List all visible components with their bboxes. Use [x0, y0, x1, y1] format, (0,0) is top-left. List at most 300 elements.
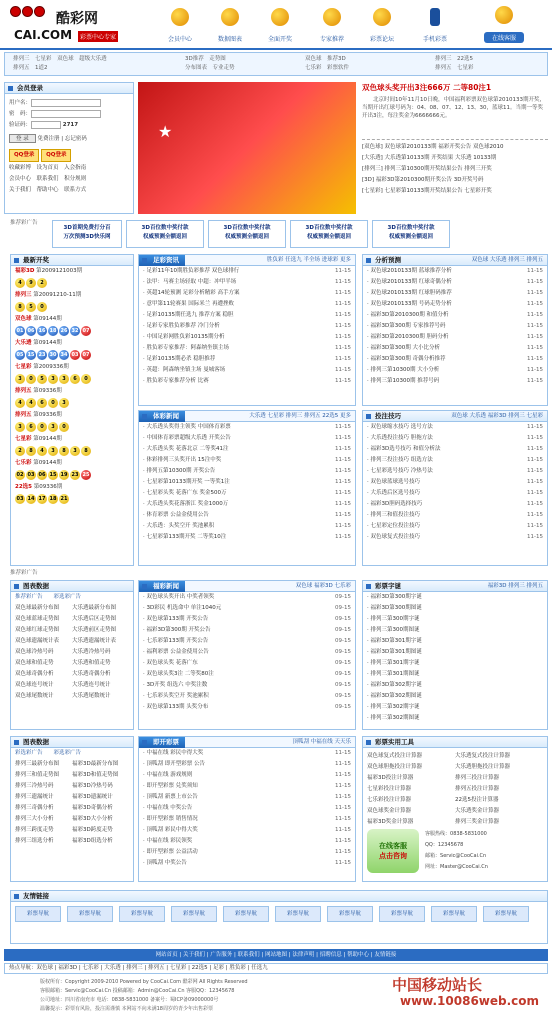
- list-item-title[interactable]: · 中福在线 彩民中得大奖: [143, 750, 204, 756]
- list-item-title[interactable]: · 排列三和值投注技巧: [367, 512, 420, 518]
- list-link[interactable]: 大乐透冷热号码: [72, 649, 111, 655]
- list-link[interactable]: 大乐透连号统计: [72, 682, 111, 688]
- list-item[interactable]: [139, 521, 355, 532]
- list-item-date: 09-15: [335, 704, 351, 710]
- list-item-title[interactable]: · 胜负彩专家推荐分析 比赛: [143, 378, 209, 384]
- quick-link[interactable]: 超级大乐透: [79, 56, 107, 62]
- news-item[interactable]: [3D] 福彩3D第2010300期开奖公告 3D开奖号码: [362, 177, 484, 183]
- list-link[interactable]: 福彩3D奇偶分析: [72, 805, 113, 811]
- draw-header[interactable]: [11, 314, 133, 325]
- quick-link[interactable]: 排列五: [13, 65, 30, 71]
- list-item[interactable]: [139, 625, 355, 636]
- list-item-title[interactable]: · 七星彩定位投注技巧: [367, 523, 420, 529]
- footer-hot-links[interactable]: 热点导航：双色球 | 福彩3D | 七乐彩 | 大乐透 | 排列三 | 排列五 | 七星彩 | 22选5 | 足彩 | 胜负彩 | 任选九: [4, 963, 548, 974]
- list-link[interactable]: 福彩3D奖金计算器: [367, 819, 414, 825]
- list-item-title[interactable]: · 顶呱刮 即开型彩票 公告: [143, 761, 205, 767]
- draw-header[interactable]: [11, 362, 133, 373]
- nav-data-charts[interactable]: [205, 8, 255, 48]
- footer-link[interactable]: 关于我们: [9, 187, 32, 193]
- list-link[interactable]: 大乐透奇偶分析: [72, 671, 111, 677]
- banner-ad[interactable]: [138, 82, 356, 214]
- forgot-password-link[interactable]: 忘记密码: [64, 136, 87, 142]
- news-item[interactable]: [双色球] 双色球第2010133期 福彩开奖公告 双色球2010: [362, 144, 504, 150]
- list-item-title[interactable]: · 3D彩民 机选命中 单注1040元: [143, 605, 222, 611]
- list-item[interactable]: [363, 532, 547, 543]
- list-item[interactable]: [363, 444, 547, 455]
- list-item[interactable]: [363, 343, 547, 354]
- list-link[interactable]: 大乐透前区走势图: [72, 627, 117, 633]
- nav-mobile[interactable]: [410, 8, 460, 48]
- list-link[interactable]: 双色球尾数统计: [15, 693, 54, 699]
- list-item[interactable]: [139, 603, 355, 614]
- riddle-item[interactable]: · 福彩3D第300期图谜: [367, 605, 422, 611]
- list-link[interactable]: 大乐透遗漏统计表: [72, 638, 117, 644]
- list-item-title[interactable]: · 福彩3D胆码选择技巧: [367, 501, 423, 507]
- list-item-title[interactable]: · 排列三投注技巧 组选方法: [367, 457, 433, 463]
- footer-link[interactable]: 联系我们: [36, 176, 59, 182]
- list-item-title[interactable]: · 福彩3D第2010300期 和值分析: [367, 312, 449, 318]
- list-link[interactable]: 七星彩投注计算器: [367, 786, 412, 792]
- list-link[interactable]: 排列三和值走势图: [15, 772, 60, 778]
- nav-expert-picks[interactable]: [307, 8, 357, 48]
- news-item[interactable]: [七星彩] 七星彩第10133期开奖结果公告 七星彩开奖: [362, 188, 492, 194]
- riddle-tabs[interactable]: 福彩3D 排列三 排列五: [487, 583, 543, 589]
- list-item[interactable]: [139, 647, 355, 658]
- list-item-title[interactable]: · 双色球头奖 花落广东: [143, 660, 198, 666]
- list-link[interactable]: 大乐透和值走势: [72, 660, 111, 666]
- text-ad[interactable]: [372, 220, 450, 248]
- trophy-icon: [271, 8, 289, 26]
- riddle-item[interactable]: · 福彩3D第301期图谜: [367, 649, 422, 655]
- quick-group-2[interactable]: [185, 55, 235, 73]
- footer-link[interactable]: 联系方式: [64, 187, 87, 193]
- list-item-title[interactable]: · 七星彩第10133期开奖 一等奖1注: [143, 479, 230, 485]
- list-item-title[interactable]: · 即开型彩票 销售情况: [143, 816, 198, 822]
- ticai-title[interactable]: 体彩新闻: [139, 411, 185, 422]
- ticai-tabs[interactable]: 大乐透 七星彩 排列三 排列五 22选5 更多: [249, 413, 351, 419]
- list-item-title[interactable]: · 七星彩选号技巧 冷热号法: [367, 468, 433, 474]
- list-item[interactable]: [139, 433, 355, 444]
- list-item[interactable]: [363, 477, 547, 488]
- list-link[interactable]: 排列五投注计算器: [455, 786, 500, 792]
- list-item-title[interactable]: · 双色球第133期 头奖分布: [143, 704, 209, 710]
- riddle-item[interactable]: · 福彩3D第302期字谜: [367, 682, 422, 688]
- riddle-item[interactable]: · 排列三第302期图谜: [367, 715, 420, 721]
- list-item-title[interactable]: · 福彩3D选号技巧 和值分析法: [367, 446, 441, 452]
- online-consult-button[interactable]: [367, 829, 419, 873]
- list-item-title[interactable]: · 七乐彩第133期 开奖公告: [143, 638, 209, 644]
- draw-issue: 第09336期: [31, 412, 62, 418]
- list-item-title[interactable]: · 排列三第10300期 大小分析: [367, 367, 440, 373]
- quick-group-1[interactable]: [13, 55, 107, 73]
- friend-link[interactable]: 彩票导航: [223, 906, 269, 922]
- quick-link[interactable]: 3D推荐: [185, 56, 204, 62]
- chart-tab[interactable]: 彩选彩广告: [15, 750, 43, 756]
- list-item-title[interactable]: · 福彩3D第300期 奇偶分析推荐: [367, 356, 446, 362]
- list-item-title[interactable]: · 双色球2010133期 红球奇偶分析: [367, 279, 452, 285]
- list-item-title[interactable]: · 英超：阿森纳坐镇主场 曼城客场: [143, 367, 226, 373]
- ad-line: 权威预测全额返回: [306, 234, 351, 240]
- list-item[interactable]: [363, 354, 547, 365]
- lottery-ball: 0: [81, 374, 91, 384]
- qq-login-button-2[interactable]: QQ登录: [41, 149, 71, 162]
- list-item[interactable]: [139, 792, 355, 803]
- list-item-title[interactable]: · 足彩10135期必杀 稳胆推荐: [143, 356, 216, 362]
- riddle-item[interactable]: · 排列三第301期图谜: [367, 671, 420, 677]
- list-link[interactable]: 七乐彩投注计算器: [367, 797, 412, 803]
- list-link[interactable]: 双色球复式投注计算器: [367, 753, 423, 759]
- username-input[interactable]: [31, 99, 101, 107]
- text-ad[interactable]: [126, 220, 204, 248]
- list-link[interactable]: 排列三最新分布图: [15, 761, 60, 767]
- friend-link[interactable]: 彩票导航: [327, 906, 373, 922]
- nav-forum[interactable]: [357, 8, 407, 48]
- qq-login-button[interactable]: QQ登录: [9, 149, 39, 162]
- nav-member-center[interactable]: [155, 8, 205, 48]
- list-item-title[interactable]: · 体育彩票 公益金使用公告: [143, 512, 209, 518]
- list-item-title[interactable]: · 中国体育彩票超级大乐透 开奖公告: [143, 435, 231, 441]
- list-item[interactable]: [363, 488, 547, 499]
- list-link[interactable]: 大乐透后区走势图: [72, 616, 117, 622]
- list-item[interactable]: [139, 759, 355, 770]
- instant-title[interactable]: 即开彩票: [139, 737, 185, 748]
- list-item-title[interactable]: · 福彩3D第300期 专家推荐号码: [367, 323, 446, 329]
- list-link[interactable]: 双色球红球走势图: [15, 627, 60, 633]
- fucai-title[interactable]: 福彩新闻: [139, 581, 185, 592]
- list-item[interactable]: [139, 299, 355, 310]
- quick-link[interactable]: 推荐3D: [327, 56, 346, 62]
- list-item-title[interactable]: · 法甲：马赛主场轻取 中超：冲甲半场: [143, 279, 237, 285]
- friend-link[interactable]: 彩票导航: [379, 906, 425, 922]
- list-link[interactable]: 排列三遗漏统计: [15, 794, 54, 800]
- captcha-input[interactable]: [31, 121, 61, 129]
- list-item-date: 11-15: [335, 501, 351, 507]
- list-link[interactable]: 福彩3D冷热号码: [72, 783, 113, 789]
- password-input[interactable]: [31, 110, 101, 118]
- riddle-item[interactable]: · 排列三第301期字谜: [367, 660, 420, 666]
- list-link[interactable]: 双色球最新分布图: [15, 605, 60, 611]
- list-item[interactable]: [139, 691, 355, 702]
- riddle-item[interactable]: · 福彩3D第302期图谜: [367, 693, 422, 699]
- master-email-value[interactable]: Master@CooCai.Cn: [440, 864, 488, 870]
- list-item[interactable]: [139, 680, 355, 691]
- riddle-item[interactable]: · 福彩3D第301期字谜: [367, 638, 422, 644]
- draw-header[interactable]: [11, 410, 133, 421]
- footer-link[interactable]: 积分规则: [64, 176, 87, 182]
- list-item[interactable]: [139, 510, 355, 521]
- zucai-title[interactable]: 足彩资讯: [139, 255, 185, 266]
- quick-group-3[interactable]: [305, 55, 349, 73]
- quick-link[interactable]: 双色球: [57, 56, 74, 62]
- list-link[interactable]: 双色球和值走势: [15, 660, 54, 666]
- list-item[interactable]: [363, 376, 547, 387]
- list-item[interactable]: [363, 521, 547, 532]
- list-item-title[interactable]: · 胜负彩专家推荐：阿森纳坐镇主场: [143, 345, 229, 351]
- list-item-title[interactable]: · 双色球蓝球选号技巧: [367, 479, 420, 485]
- quick-link[interactable]: 双色球: [305, 56, 322, 62]
- draw-header[interactable]: [11, 458, 133, 469]
- list-item[interactable]: [139, 803, 355, 814]
- list-link[interactable]: 福彩3D和值走势图: [72, 772, 119, 778]
- list-link[interactable]: 排列三冷热号码: [15, 783, 54, 789]
- list-item[interactable]: [363, 422, 547, 433]
- text-ad[interactable]: [208, 220, 286, 248]
- list-item-title[interactable]: · 双色球2010133期 红球胆码推荐: [367, 290, 452, 296]
- draw-header[interactable]: [11, 482, 133, 493]
- list-item[interactable]: [139, 770, 355, 781]
- list-item[interactable]: [139, 310, 355, 321]
- list-item[interactable]: [139, 277, 355, 288]
- list-link[interactable]: 排列三奇偶分析: [15, 805, 54, 811]
- list-item-title[interactable]: · 双色球第133期 开奖公告: [143, 616, 209, 622]
- zucai-tabs[interactable]: 胜负彩 任选九 半全场 进球彩 更多: [267, 257, 351, 263]
- list-item[interactable]: [139, 266, 355, 277]
- list-item-title[interactable]: · 大乐透投注技巧 胆拖方法: [367, 435, 433, 441]
- list-item-title[interactable]: · 大乐透后区选号技巧: [367, 490, 420, 496]
- list-link[interactable]: 福彩3D组选分析: [72, 838, 113, 844]
- list-item-title[interactable]: · 意甲第11轮赛果 国际米兰 再遭挫败: [143, 301, 234, 307]
- list-item[interactable]: [363, 365, 547, 376]
- list-item[interactable]: [139, 636, 355, 647]
- list-item-title[interactable]: · 双色球头奖开出 中奖者领奖: [143, 594, 215, 600]
- list-link[interactable]: 排列三奖金计算器: [455, 819, 500, 825]
- quick-link[interactable]: 七星彩: [457, 65, 474, 71]
- list-item[interactable]: [363, 455, 547, 466]
- riddle-item[interactable]: · 福彩3D第300期字谜: [367, 594, 422, 600]
- friend-link[interactable]: 彩票导航: [67, 906, 113, 922]
- list-item[interactable]: [139, 321, 355, 332]
- list-item[interactable]: [139, 781, 355, 792]
- list-item[interactable]: [363, 266, 547, 277]
- list-item[interactable]: [139, 669, 355, 680]
- footer-link[interactable]: 设为首页: [36, 165, 59, 171]
- list-link[interactable]: 大乐透尾数统计: [72, 693, 111, 699]
- list-link[interactable]: 大乐透胆拖投注计算器: [455, 764, 511, 770]
- list-item[interactable]: [139, 354, 355, 365]
- list-item[interactable]: [139, 825, 355, 836]
- list-link[interactable]: 双色球奖金计算器: [367, 808, 412, 814]
- friend-link[interactable]: 彩票导航: [275, 906, 321, 922]
- draw-header[interactable]: [11, 290, 133, 301]
- footer-link[interactable]: 会员中心: [9, 176, 32, 182]
- riddle-item[interactable]: · 排列三第302期字谜: [367, 704, 420, 710]
- list-item[interactable]: [363, 466, 547, 477]
- site-logo[interactable]: [10, 6, 130, 46]
- list-link[interactable]: 大乐透最新分布图: [72, 605, 117, 611]
- list-item[interactable]: [139, 365, 355, 376]
- footer-link[interactable]: 帮助中心: [36, 187, 59, 193]
- list-item[interactable]: [139, 858, 355, 869]
- list-item[interactable]: [363, 299, 547, 310]
- list-item[interactable]: [139, 288, 355, 299]
- list-item-title[interactable]: · 中国足彩网胜负彩10135期分析: [143, 334, 225, 340]
- draw-header[interactable]: [11, 338, 133, 349]
- list-item[interactable]: [139, 532, 355, 543]
- riddle-item[interactable]: · 排列三第300期图谜: [367, 627, 420, 633]
- list-item-title[interactable]: · 排列三第10300期 推荐号码: [367, 378, 440, 384]
- list-item[interactable]: [363, 277, 547, 288]
- draw-header[interactable]: [11, 386, 133, 397]
- list-link[interactable]: 排列三大小分析: [15, 816, 54, 822]
- list-link[interactable]: 双色球连号统计: [15, 682, 54, 688]
- list-item-title[interactable]: · 大乐透头奖花落浙江 奖金1000万: [143, 501, 229, 507]
- list-item-title[interactable]: · 排列五第10300期 开奖公告: [143, 468, 216, 474]
- list-item[interactable]: [139, 748, 355, 759]
- list-item[interactable]: [139, 488, 355, 499]
- news-item[interactable]: [大乐透] 大乐透第10133期 开奖结果 大乐透 10133期: [362, 155, 497, 161]
- tips-tabs[interactable]: 双色球 大乐透 福彩3D 排列三 七星彩: [451, 413, 543, 419]
- list-item[interactable]: [363, 321, 547, 332]
- friend-link[interactable]: 彩票导航: [171, 906, 217, 922]
- nav-draw-results[interactable]: [255, 8, 305, 48]
- list-item[interactable]: [139, 702, 355, 713]
- quick-link[interactable]: 七星彩: [35, 56, 52, 62]
- list-item[interactable]: [363, 510, 547, 521]
- draw-header[interactable]: [11, 434, 133, 445]
- email-value[interactable]: Servic@CooCai.Cn: [440, 853, 487, 859]
- list-item-title[interactable]: · 七星彩头奖 花落广东 奖金500万: [143, 490, 227, 496]
- friend-link[interactable]: 彩票导航: [15, 906, 61, 922]
- list-item-title[interactable]: · 体彩排列三头奖开出 15注中奖: [143, 457, 222, 463]
- list-link[interactable]: 双色球奇偶分析: [15, 671, 54, 677]
- list-item[interactable]: [363, 499, 547, 510]
- list-item-title[interactable]: · 大乐透：头奖空开 奖池累积: [143, 523, 215, 529]
- friend-link[interactable]: 彩票导航: [483, 906, 529, 922]
- headline-title[interactable]: 双色球头奖开出3注666万 二等80注1: [362, 83, 492, 92]
- chart-tab[interactable]: 推荐彩广告: [15, 594, 43, 600]
- list-item-title[interactable]: · 中福在线 中奖公告: [143, 805, 193, 811]
- list-item[interactable]: [363, 288, 547, 299]
- list-item-title[interactable]: · 福彩3D第300期 开奖公告: [143, 627, 211, 633]
- quick-link[interactable]: 22选5: [457, 56, 474, 62]
- list-item[interactable]: [363, 433, 547, 444]
- list-item[interactable]: [139, 836, 355, 847]
- list-item-title[interactable]: · 福彩3D第2010300期 胆码分析: [367, 334, 449, 340]
- list-item[interactable]: [139, 466, 355, 477]
- list-link[interactable]: 福彩3D遗漏统计: [72, 794, 113, 800]
- list-item-title[interactable]: · 中福在线 彩民领奖: [143, 838, 193, 844]
- list-item-title[interactable]: · 3D开奖 组选六 中奖注数: [143, 682, 208, 688]
- lottery-ball: 4: [26, 398, 36, 408]
- list-item-title[interactable]: · 双色球2010133期 蓝球推荐分析: [367, 268, 452, 274]
- list-link[interactable]: 福彩3D投注计算器: [367, 775, 414, 781]
- login-button[interactable]: 登 录: [9, 134, 36, 143]
- list-link[interactable]: 22选5投注计算器: [455, 797, 499, 803]
- riddle-item[interactable]: · 排列三第300期字谜: [367, 616, 420, 622]
- friend-link[interactable]: 彩票导航: [119, 906, 165, 922]
- fucai-tabs[interactable]: 双色球 福彩3D 七乐彩: [295, 583, 351, 589]
- list-item[interactable]: [139, 444, 355, 455]
- list-link[interactable]: 福彩3D大小分析: [72, 816, 113, 822]
- instant-tabs[interactable]: 顶呱刮 中福在线 天天乐: [292, 739, 351, 745]
- register-link[interactable]: 免费注册: [37, 136, 60, 142]
- list-item[interactable]: [139, 614, 355, 625]
- list-item[interactable]: [139, 847, 355, 858]
- list-item-title[interactable]: · 双色球2010133期 号码走势分析: [367, 301, 452, 307]
- list-item-title[interactable]: · 中福在线 游戏规则: [143, 772, 193, 778]
- list-item[interactable]: [139, 477, 355, 488]
- list-item-date: 11-15: [335, 446, 351, 452]
- list-item[interactable]: [139, 455, 355, 466]
- list-link[interactable]: 大乐透复式投注计算器: [455, 753, 511, 759]
- news-item[interactable]: [排列三] 排列三第10300期开奖结果公告 排列三开奖: [362, 166, 492, 172]
- analysis-tabs[interactable]: 双色球 大乐透 排列三 排列五: [471, 257, 543, 263]
- friend-link[interactable]: 彩票导航: [431, 906, 477, 922]
- list-item-title[interactable]: · 七星彩第133期开奖 二等奖10注: [143, 534, 227, 540]
- list-item[interactable]: [139, 376, 355, 387]
- draw-header[interactable]: [11, 266, 133, 277]
- quick-link[interactable]: 排列五: [435, 65, 452, 71]
- chart-tab[interactable]: 彩选彩广告: [53, 594, 82, 600]
- list-item-title[interactable]: · 福彩3D第300期 大小比分析: [367, 345, 440, 351]
- list-item-title[interactable]: · 英超14轮预测 足彩分析精彩 高手方案: [143, 290, 240, 296]
- list-link[interactable]: 福彩3D最新分布图: [72, 761, 119, 767]
- list-link[interactable]: 双色球冷热号码: [15, 649, 54, 655]
- list-link[interactable]: 排列三投注计算器: [455, 775, 500, 781]
- list-item-title[interactable]: · 足彩10135期任选九 推荐方案 稳胆: [143, 312, 234, 318]
- list-link[interactable]: 排列三跨度走势: [15, 827, 54, 833]
- list-item[interactable]: [139, 499, 355, 510]
- list-item[interactable]: [363, 332, 547, 343]
- list-item[interactable]: [139, 658, 355, 669]
- list-item-title[interactable]: · 大乐透头奖得主领奖 中国体育彩票: [143, 424, 231, 430]
- list-item[interactable]: [139, 422, 355, 433]
- list-item-title[interactable]: · 即开型彩票 公益活动: [143, 849, 198, 855]
- text-ad[interactable]: [52, 220, 122, 248]
- list-link[interactable]: 大乐透奖金计算器: [455, 808, 500, 814]
- chart-tab[interactable]: 彩选彩广告: [53, 750, 82, 756]
- list-item-title[interactable]: · 七乐彩头奖空开 奖池累积: [143, 693, 209, 699]
- footer-link[interactable]: 收藏彩博: [9, 165, 32, 171]
- list-item-title[interactable]: · 福利彩票 公益金使用公告: [143, 649, 209, 655]
- footer-nav[interactable]: 网站首页 | 关于我们 | 广告服务 | 联系我们 | 网站地图 | 法律声明 | 招聘信息 | 帮助中心 | 友情链接: [4, 949, 548, 961]
- quick-link[interactable]: 排列三: [435, 56, 452, 62]
- list-link[interactable]: 双色球遗漏统计表: [15, 638, 60, 644]
- list-item-title[interactable]: · 即开型彩票 兑奖须知: [143, 783, 198, 789]
- list-item-title[interactable]: · 顶呱刮 彩民中得大奖: [143, 827, 198, 833]
- list-item[interactable]: [139, 592, 355, 603]
- quick-link[interactable]: 排列三: [13, 56, 30, 62]
- list-item[interactable]: [363, 310, 547, 321]
- text-ad[interactable]: [290, 220, 368, 248]
- footer-link[interactable]: 入会指南: [64, 165, 87, 171]
- quick-link[interactable]: 七乐彩: [305, 65, 322, 71]
- list-item-title[interactable]: · 大乐透头奖 花落北京 二等奖41注: [143, 446, 229, 452]
- list-item-title[interactable]: · 双色球头奖3注 二等奖80注: [143, 671, 214, 677]
- list-item-title[interactable]: · 足彩专家胜负彩推荐 冷门分析: [143, 323, 220, 329]
- list-item-title[interactable]: · 足彩11年10期胜负彩推荐 双色球排行: [143, 268, 240, 274]
- list-item[interactable]: [139, 332, 355, 343]
- list-item-date: 11-15: [335, 761, 351, 767]
- list-item-title[interactable]: · 双色球缩水技巧 选号方法: [367, 424, 433, 430]
- list-item[interactable]: [139, 343, 355, 354]
- list-link[interactable]: 排列三组选分析: [15, 838, 54, 844]
- online-service-button[interactable]: [484, 6, 524, 46]
- quick-link[interactable]: 分布图表: [185, 65, 208, 71]
- quick-group-4[interactable]: [435, 55, 474, 73]
- list-link[interactable]: 双色球蓝球走势图: [15, 616, 60, 622]
- list-item-title[interactable]: · 顶呱刮 中奖公告: [143, 860, 187, 866]
- quick-link[interactable]: 彩票软件: [327, 65, 350, 71]
- list-link[interactable]: 双色球胆拖投注计算器: [367, 764, 423, 770]
- quick-link[interactable]: 1道2: [35, 65, 48, 71]
- quick-link[interactable]: 专业走势: [212, 65, 235, 71]
- list-link[interactable]: 福彩3D跨度走势: [72, 827, 113, 833]
- quick-link[interactable]: 走势图: [209, 56, 226, 62]
- list-item-title[interactable]: · 顶呱刮 新票上市公告: [143, 794, 198, 800]
- list-item-title[interactable]: · 双色球复式投注技巧: [367, 534, 420, 540]
- list-item[interactable]: [139, 814, 355, 825]
